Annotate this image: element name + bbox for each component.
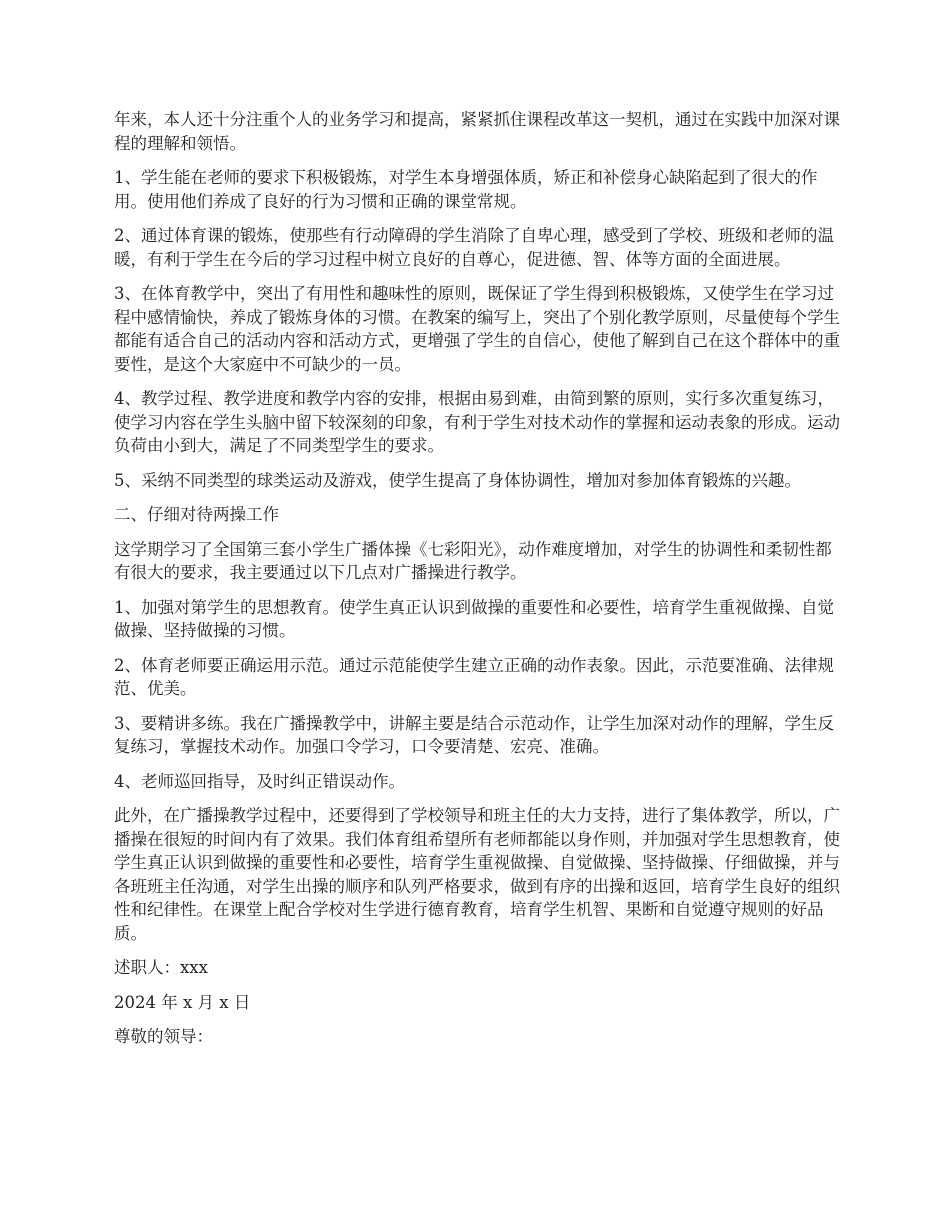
- paragraph-item-2: 2、通过体育课的锻炼，使那些有行动障碍的学生消除了自卑心理，感受到了学校、班级和老师的温暖，有利于学生在今后的学习过程中树立良好的自尊心，促进德、智、体等方面的全面进展。: [114, 226, 834, 269]
- paragraph-exercise-2: 2、体育老师要正确运用示范。通过示范能使学生建立正确的动作表象。因此，示范要准确、法律规范、优美。: [114, 655, 834, 698]
- paragraph-exercise-3: 3、要精讲多练。我在广播操教学中，讲解主要是结合示范动作，让学生加深对动作的理解，学生反复练习，掌握技术动作。加强口令学习，口令要清楚、宏亮、准确。: [114, 713, 834, 756]
- paragraph-exercise-4: 4、老师巡回指导，及时纠正错误动作。: [114, 771, 405, 791]
- paragraph-item-5: 5、采纳不同类型的球类运动及游戏，使学生提高了身体协调性，增加对参加体育锻炼的兴趣。: [114, 470, 801, 490]
- paragraph-item-3: 3、在体育教学中，突出了有用性和趣味性的原则，既保证了学生得到积极锻炼，又使学生在学习过程中感情愉快，养成了锻炼身体的习惯。在教案的编写上，突出了个别化教学原则，尽量使每个学生都能有适合自己的活动内容和活动方式，更增强了学生的自信心，使他了解到自己在这个群体中的重要性，是这个大家庭中不可缺少的一员。: [114, 284, 840, 374]
- paragraph-exercise-intro: 这学期学习了全国第三套小学生广播体操《七彩阳光》，动作难度增加，对学生的协调性和柔韧性都有很大的要求，我主要通过以下几点对广播操进行教学。: [114, 539, 832, 582]
- document-page: [114, 108, 842, 1060]
- reporter-signature: 述职人：xxx: [114, 958, 208, 977]
- paragraph-summary: 此外，在广播操教学过程中，还要得到了学校领导和班主任的大力支持，进行了集体教学，所以，广播操在很短的时间内有了效果。我们体育组希望所有老师都能以身作则，并加强对学生思想教育，使学生真正认识到做操的重要性和必要性，培育学生重视做操、自觉做操、坚持做操、仔细做操，并与各班班主任沟通，对学生出操的顺序和队列严格要求，做到有序的出操和返回，培育学生良好的组织性和纪律性。在课堂上配合学校对生学进行德育教育，培育学生机智、果断和自觉遵守规则的好品质。: [114, 806, 840, 943]
- paragraph-item-1: 1、学生能在老师的要求下积极锻炼，对学生本身增强体质，矫正和补偿身心缺陷起到了很大的作用。使用他们养成了良好的行为习惯和正确的课堂常规。: [114, 168, 818, 211]
- paragraph-intro: 年来，本人还十分注重个人的业务学习和提高，紧紧抓住课程改革这一契机，通过在实践中加深对课程的理解和领悟。: [114, 110, 840, 153]
- salutation: 尊敬的领导：: [114, 1027, 213, 1046]
- report-date: 2024 年 x 月 x 日: [114, 992, 251, 1012]
- paragraph-exercise-1: 1、加强对第学生的思想教育。使学生真正认识到做操的重要性和必要性，培育学生重视做操、自觉做操、坚持做操的习惯。: [114, 597, 834, 640]
- section-heading-two: 二、仔细对待两操工作: [114, 505, 279, 524]
- paragraph-item-4: 4、教学过程、教学进度和教学内容的安排，根据由易到难，由简到繁的原则，实行多次重复练习，使学习内容在学生头脑中留下较深刻的印象，有利于学生对技术动作的掌握和运动表象的形成。运动负荷由小到大，满足了不同类型学生的要求。: [114, 389, 840, 455]
